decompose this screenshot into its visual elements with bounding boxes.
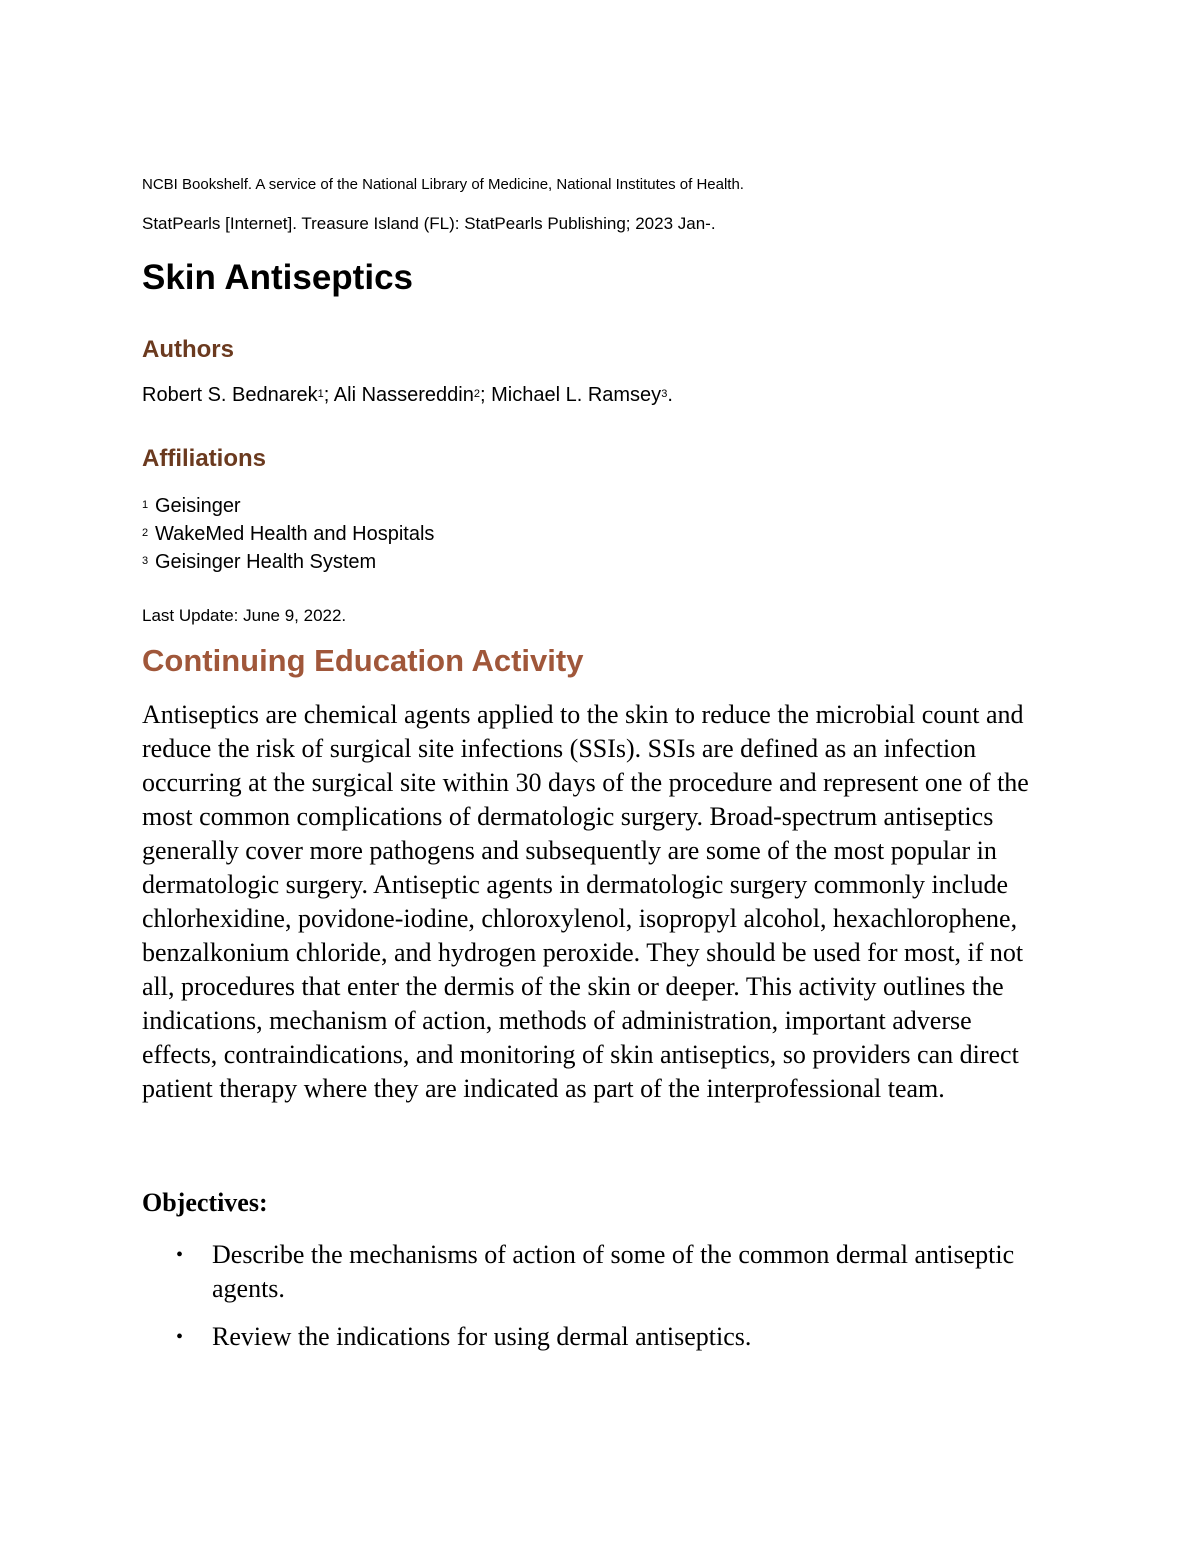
affiliation-name: Geisinger Health System xyxy=(155,551,377,573)
bullet-icon: • xyxy=(176,1244,184,1266)
affiliation-number: 3 xyxy=(142,555,149,567)
affiliation-item xyxy=(142,520,434,548)
affiliations-heading: Affiliations xyxy=(142,445,266,472)
authors-heading: Authors xyxy=(142,336,234,363)
last-update: Last Update: June 9, 2022. xyxy=(142,606,347,625)
author-affiliation-number: 2 xyxy=(473,388,480,400)
objective-text: Review the indications for using dermal antiseptics. xyxy=(212,1322,752,1351)
objective-item xyxy=(142,1320,1047,1354)
affiliation-number: 1 xyxy=(142,499,149,511)
author-affiliation-number: 3 xyxy=(661,388,668,400)
author-separator: ; xyxy=(480,384,492,406)
author-separator: . xyxy=(667,384,673,406)
author-name: Ali Nassereddin xyxy=(333,384,474,406)
author-name: Robert S. Bednarek xyxy=(142,384,318,406)
affiliation-name: WakeMed Health and Hospitals xyxy=(155,523,435,545)
affiliations-list xyxy=(142,492,434,576)
authors-list xyxy=(142,384,673,407)
author-name: Michael L. Ramsey xyxy=(491,384,662,406)
author-separator: ; xyxy=(323,384,334,406)
affiliation-name: Geisinger xyxy=(155,495,241,517)
ncbi-notice: NCBI Bookshelf. A service of the National Library of Medicine, National Institutes of Health. xyxy=(142,176,744,193)
objective-text: Describe the mechanisms of action of some of the common dermal antiseptic agents. xyxy=(212,1240,1015,1303)
objectives-heading: Objectives: xyxy=(142,1188,268,1217)
page-title: Skin Antiseptics xyxy=(142,258,413,297)
section-heading: Continuing Education Activity xyxy=(142,643,584,678)
objectives-list xyxy=(142,1238,1047,1368)
author-affiliation-number: 1 xyxy=(317,388,324,400)
bullet-icon: • xyxy=(176,1326,184,1348)
section-paragraph: Antiseptics are chemical agents applied to the skin to reduce the microbial count and reduce the risk of surgical site infections (SSIs). SSIs are defined as an infection occurring at the surgical site within 30 days of the procedure and represent one of the most common complications of dermatologic surgery. Broad-spectrum antiseptics generally cover more pathogens and subsequently are some of the most popular in dermatologic surgery. Antiseptic agents in dermatologic surgery commonly include chlorhexidine, povidone-iodine, chloroxylenol, isopropyl alcohol, hexachlorophene, benzalkonium chloride, and hydrogen peroxide. They should be used for most, if not all, procedures that enter the dermis of the skin or deeper. This activity outlines the indications, mechanism of action, methods of administration, important adverse effects, contraindications, and monitoring of skin antiseptics, so providers can direct patient therapy where they are indicated as part of the interprofessional team. xyxy=(142,700,1029,1103)
affiliation-item xyxy=(142,492,434,520)
objective-item xyxy=(142,1238,1047,1306)
affiliation-number: 2 xyxy=(142,527,149,539)
citation-line: StatPearls [Internet]. Treasure Island (FL): StatPearls Publishing; 2023 Jan-. xyxy=(142,214,716,233)
affiliation-item xyxy=(142,548,434,576)
